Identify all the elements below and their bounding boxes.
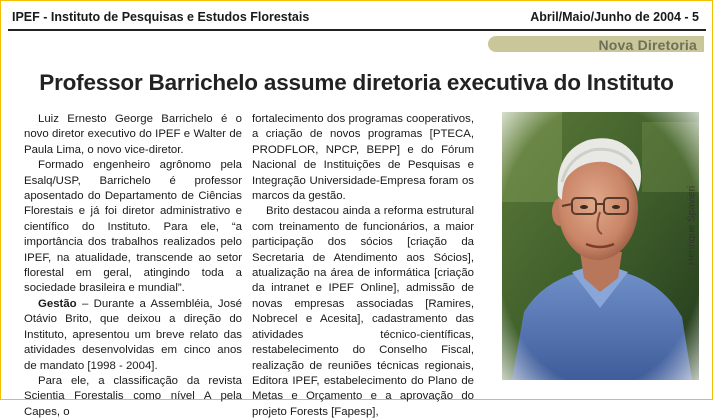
article-column-2 — [252, 112, 474, 420]
paragraph: Brito destacou ainda a reforma estrutural com treinamento de funcionários, a maior participação dos sócios [criação da Secretaria de Atendimento aos Sócios], atualização na área de informática [criação da intranet e IPEF Online], admissão de novas empresas associadas [Ramires, Nobrecel e Acesita], cadastramento das atividades técnico-científicas, restabelecimento do Conselho Fiscal, realização de reuniões técnicas regionais, Editora IPEF, estabelecimento do Plano de Metas e Orçamento e a aprovação do projeto Forests [Fapesp], — [252, 205, 474, 418]
subhead: Gestão — [38, 297, 77, 310]
article-headline: Professor Barrichelo assume diretoria executiva do Instituto — [39, 70, 674, 95]
paragraph: Para ele, a classificação da revista Scientia Forestalis como nível A pela Capes, o — [24, 374, 242, 418]
article-column-1 — [24, 112, 242, 420]
paragraph: Luiz Ernesto George Barrichelo é o novo diretor executivo do IPEF e Walter de Paula Lima, o novo vice-diretor. — [24, 113, 242, 156]
portrait-illustration — [502, 112, 699, 380]
paragraph: Formado engenheiro agrônomo pela Esalq/USP, Barrichelo é professor aposentado do Departamento de Ciências Florestais e já foi diretor administrativo e científico do Instituto. Para ele, “a importância dos trabalhos realizados pelo IPEF, na atualidade, transcende ao setor florestal em geral, atingindo toda a sociedade brasileira e mundial”. — [24, 159, 242, 295]
paragraph-text: – Durante a Assembléia, José Otávio Brito, que deixou a direção do Instituto, apresentou um breve relato das atividades desenvolvidas em cinco anos de mandato [1998 - 2004]. — [24, 297, 242, 372]
paragraph — [24, 297, 242, 374]
photo-credit-text: Henrique Spavieri — [686, 185, 698, 266]
header-rule — [8, 29, 706, 31]
paragraph: fortalecimento dos programas cooperativos, a criação de novos programas [PTECA, PRODFLOR, NPCP, BEPP] e do Fórum Nacional de Instituições de Pesquisas e Integração Universidade-Empresa foram os marcos da gestão. — [252, 113, 474, 203]
page-header — [0, 0, 713, 30]
portrait-photo — [502, 112, 699, 380]
section-label: Nova Diretoria — [598, 37, 697, 53]
photo-credit — [682, 170, 702, 290]
publication-name: IPEF - Instituto de Pesquisas e Estudos Florestais — [12, 10, 310, 24]
issue-and-page: Abril/Maio/Junho de 2004 - 5 — [530, 10, 699, 24]
